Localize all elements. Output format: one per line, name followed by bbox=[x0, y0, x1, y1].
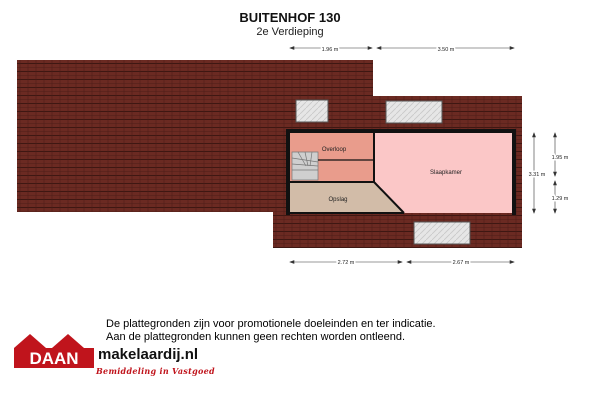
floor-label: 2e Verdieping bbox=[256, 26, 324, 38]
roof-lower-ext bbox=[273, 212, 287, 248]
dim-top-left: 1.96 m bbox=[321, 47, 339, 53]
plan-title: BUITENHOF 130 bbox=[239, 10, 341, 25]
logo-domain: makelaardij.nl bbox=[98, 346, 199, 363]
disclaimer bbox=[106, 318, 436, 344]
staircase bbox=[292, 152, 318, 180]
skylight-left bbox=[296, 100, 328, 122]
disclaimer-line-2: Aan de plattegronden kunnen geen rechten worden ontleend. bbox=[106, 331, 406, 343]
logo-brand: DAAN bbox=[29, 349, 79, 368]
skylight-bottom bbox=[414, 222, 470, 244]
label-overloop: Overloop bbox=[321, 147, 347, 153]
dim-bottom-left: 2.72 m bbox=[337, 260, 355, 266]
dim-right-lower: 1.29 m bbox=[551, 196, 569, 202]
disclaimer-line-1: De plattegronden zijn voor promotionele doeleinden en ter indicatie. bbox=[106, 318, 436, 330]
roof-lower-left bbox=[17, 96, 273, 212]
dimension-bottom bbox=[290, 261, 514, 264]
dim-top-right: 3.50 m bbox=[437, 47, 455, 53]
house-logo-icon bbox=[12, 326, 102, 386]
logo-tagline: Bemiddeling in Vastgoed bbox=[96, 366, 215, 376]
dim-bottom-right: 2.67 m bbox=[452, 260, 470, 266]
label-opslag: Opslag bbox=[328, 197, 348, 203]
dim-right-total: 3.31 m bbox=[528, 172, 546, 178]
label-slaapkamer: Slaapkamer bbox=[429, 170, 463, 176]
skylight-right bbox=[386, 101, 442, 123]
dim-right-upper: 1.95 m bbox=[551, 155, 569, 161]
